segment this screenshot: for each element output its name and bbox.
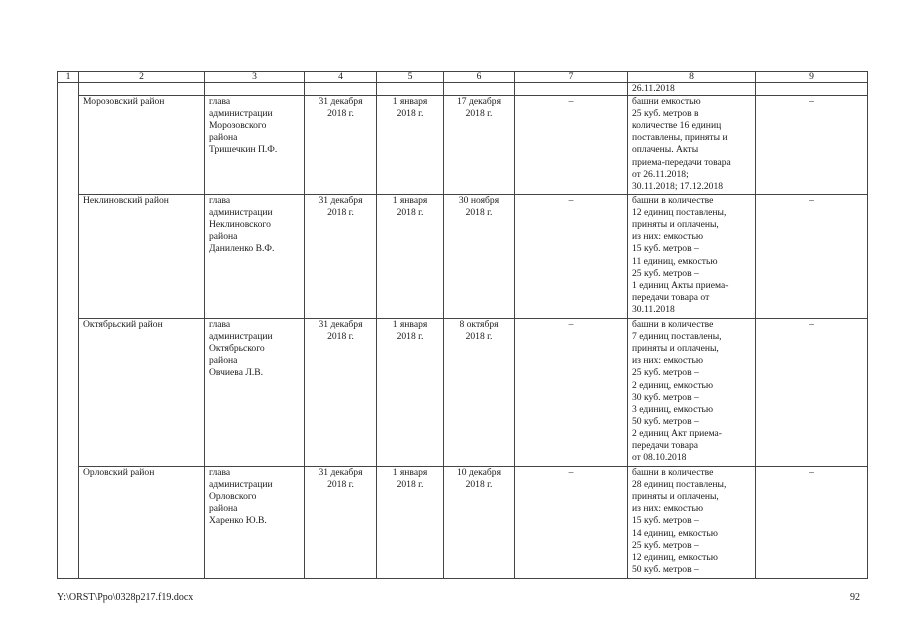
table-row: [58, 96, 868, 195]
col-header-3: 3: [205, 72, 305, 83]
result-cell: башни в количестве 7 единиц поставлены, приняты и оплачены, из них: емкостью 25 куб. метров – 2 единиц, емкостью 30 куб. метров – 3 единиц, емкостью 50 куб. метров – 2 единиц Акт приема- передачи товара от 08.10.2018: [628, 319, 756, 467]
col1-cell: [58, 83, 79, 579]
col-header-6: 6: [444, 72, 515, 83]
deadline-cell: 31 декабря 2018 г.: [305, 467, 377, 579]
table-row: [58, 195, 868, 319]
continuation-row: [58, 83, 868, 96]
actual-date-cell: 17 декабря 2018 г.: [444, 96, 515, 195]
col-header-4: 4: [305, 72, 377, 83]
col9-cell: –: [756, 319, 868, 467]
deadline-cell: 31 декабря 2018 г.: [305, 195, 377, 319]
page-number: 92: [850, 592, 860, 603]
col-header-7: 7: [515, 72, 628, 83]
result-cell: башни в количестве 28 единиц поставлены, приняты и оплачены, из них: емкостью 15 куб. метров – 14 единиц, емкостью 25 куб. метров – 12 единиц, емкостью 50 куб. метров –: [628, 467, 756, 579]
col-header-2: 2: [79, 72, 205, 83]
table-row: [58, 467, 868, 579]
footer-file-path: Y:\ORST\Ppo\0328p217.f19.docx: [57, 592, 194, 603]
start-date-cell: 1 января 2018 г.: [377, 195, 444, 319]
col9-cell: –: [756, 195, 868, 319]
col9-cell: –: [756, 467, 868, 579]
district-cell: Орловский район: [79, 467, 205, 579]
header-row: [58, 72, 868, 83]
col-header-1: 1: [58, 72, 79, 83]
result-cell: башни емкостью 25 куб. метров в количестве 16 единиц поставлены, приняты и оплачены. Акты приема-передачи товара от 26.11.2018; 30.11.2018; 17.12.2018: [628, 96, 756, 195]
col7-cell: –: [515, 319, 628, 467]
actual-date-cell: 8 октября 2018 г.: [444, 319, 515, 467]
col7-cell: –: [515, 195, 628, 319]
deadline-cell: 31 декабря 2018 г.: [305, 96, 377, 195]
district-cell: Морозовский район: [79, 96, 205, 195]
table-row: [58, 319, 868, 467]
col7-cell: –: [515, 467, 628, 579]
official-cell: глава администрации Морозовского района Тришечкин П.Ф.: [205, 96, 305, 195]
actual-date-cell: 30 ноября 2018 г.: [444, 195, 515, 319]
official-cell: глава администрации Орловского района Харенко Ю.В.: [205, 467, 305, 579]
col-header-5: 5: [377, 72, 444, 83]
start-date-cell: 1 января 2018 г.: [377, 96, 444, 195]
result-cell: башни в количестве 12 единиц поставлены, приняты и оплачены, из них: емкостью 15 куб. метров – 11 единиц, емкостью 25 куб. метров – 1 единиц Акты приема- передачи товара от 30.11.2018: [628, 195, 756, 319]
official-cell: глава администрации Неклиновского района Даниленко В.Ф.: [205, 195, 305, 319]
start-date-cell: 1 января 2018 г.: [377, 467, 444, 579]
data-table: [57, 71, 868, 579]
col-header-9: 9: [756, 72, 868, 83]
deadline-cell: 31 декабря 2018 г.: [305, 319, 377, 467]
actual-date-cell: 10 декабря 2018 г.: [444, 467, 515, 579]
col-header-8: 8: [628, 72, 756, 83]
official-cell: глава администрации Октябрьского района Овчиева Л.В.: [205, 319, 305, 467]
start-date-cell: 1 января 2018 г.: [377, 319, 444, 467]
district-cell: Октябрьский район: [79, 319, 205, 467]
col7-cell: –: [515, 96, 628, 195]
col9-cell: –: [756, 96, 868, 195]
district-cell: Неклиновский район: [79, 195, 205, 319]
continuation-text: 26.11.2018: [628, 83, 756, 96]
